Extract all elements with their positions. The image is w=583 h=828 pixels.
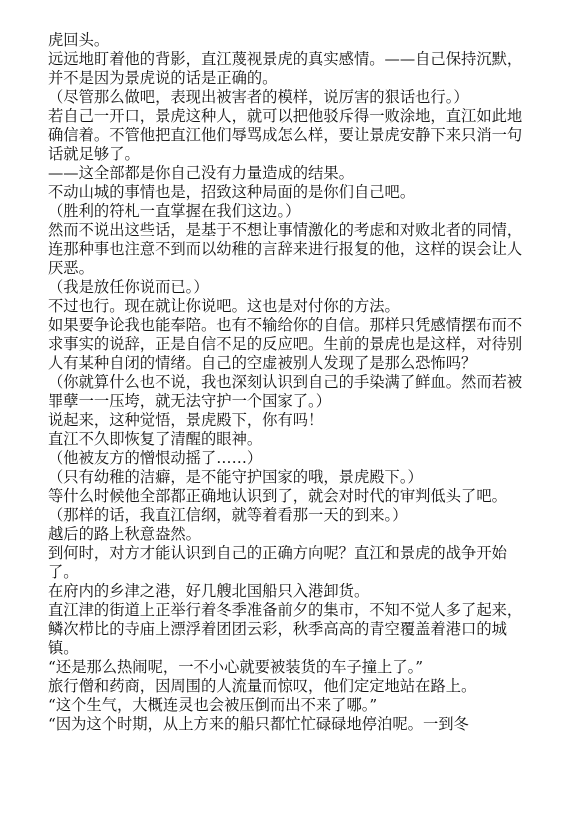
paragraph: “这个生气，大概连灵也会被压倒而出不来了哪。” <box>48 696 378 714</box>
paragraph: 虎回头。 <box>48 31 110 49</box>
paragraph: “还是那么热闹呢，一不小心就要被装货的车子撞上了。” <box>48 658 424 676</box>
paragraph: 然而不说出这些话，是基于不想让事情激化的考虑和对败北者的同情，连那种事也注意不到而以幼稚的言辞来进行报复的他，这样的误会让人厌恶。 <box>48 221 523 277</box>
paragraph: 到何时，对方才能认识到自己的正确方向呢？直江和景虎的战争开始了。 <box>48 544 507 581</box>
paragraph: （我是放任你说而已。） <box>48 278 209 296</box>
paragraph: （那样的话，我直江信纲，就等着看那一天的到来。） <box>48 506 408 524</box>
paragraph: （只有幼稚的洁癖，是不能守护国家的哦，景虎殿下。） <box>48 468 423 486</box>
paragraph: 如果要争论我也能奉陪。也有不输给你的自信。那样只凭感情摆布而不求事实的说辞，正是自信不足的反应吧。生前的景虎也是这样，对待别人有某种自闭的情绪。自己的空虚被别人发现了是那么恐怖吗？ <box>48 316 523 372</box>
paragraph: 直江不久即恢复了清醒的眼神。 <box>48 430 263 448</box>
paragraph: 不过也行。现在就让你说吧。这也是对付你的方法。 <box>48 297 400 315</box>
paragraph: 若自己一开口，景虎这种人，就可以把他驳斥得一败涂地，直江如此地确信着。不管他把直江他们辱骂成怎么样，要让景虎安静下来只消一句话就足够了。 <box>48 107 523 163</box>
paragraph: ——这全部都是你自己没有力量造成的结果。 <box>48 164 354 182</box>
paragraph: （你就算什么也不说，我也深刻认识到自己的手染满了鲜血。然而若被罪孽一一压垮，就无法守护一个国家了。） <box>48 373 523 410</box>
paragraph: 不动山城的事情也是，招致这种局面的是你们自己吧。 <box>48 183 416 201</box>
paragraph: （胜利的符札一直掌握在我们这边。） <box>48 202 301 220</box>
paragraph: 说起来，这种觉悟，景虎殿下，你有吗！ <box>48 411 324 429</box>
paragraph: 在府内的乡津之港，好几艘北国船只入港卸货。 <box>48 582 370 600</box>
paragraph: 远远地盯着他的背影，直江蔑视景虎的真实感情。——自己保持沉默，并不是因为景虎说的话是正确的。 <box>48 50 523 87</box>
paragraph: （他被友方的憎恨动摇了……） <box>48 449 263 467</box>
paragraph: “因为这个时期，从上方来的船只都忙忙碌碌地停泊呢。一到冬 <box>48 715 469 733</box>
paragraph: 越后的路上秋意盎然。 <box>48 525 201 543</box>
paragraph: 旅行僧和药商，因周围的人流量而惊叹，他们定定地站在路上。 <box>48 677 477 695</box>
paragraph: （尽管那么做吧，表现出被害者的模样，说厉害的狠话也行。） <box>48 88 469 106</box>
paragraph: 直江津的街道上正举行着冬季准备前夕的集市，不知不觉人多了起来，鳞次栉比的寺庙上漂浮着团团云彩，秋季高高的青空覆盖着港口的城镇。 <box>48 601 523 657</box>
paragraph: 等什么时候他全部都正确地认识到了，就会对时代的审判低头了吧。 <box>48 487 507 505</box>
